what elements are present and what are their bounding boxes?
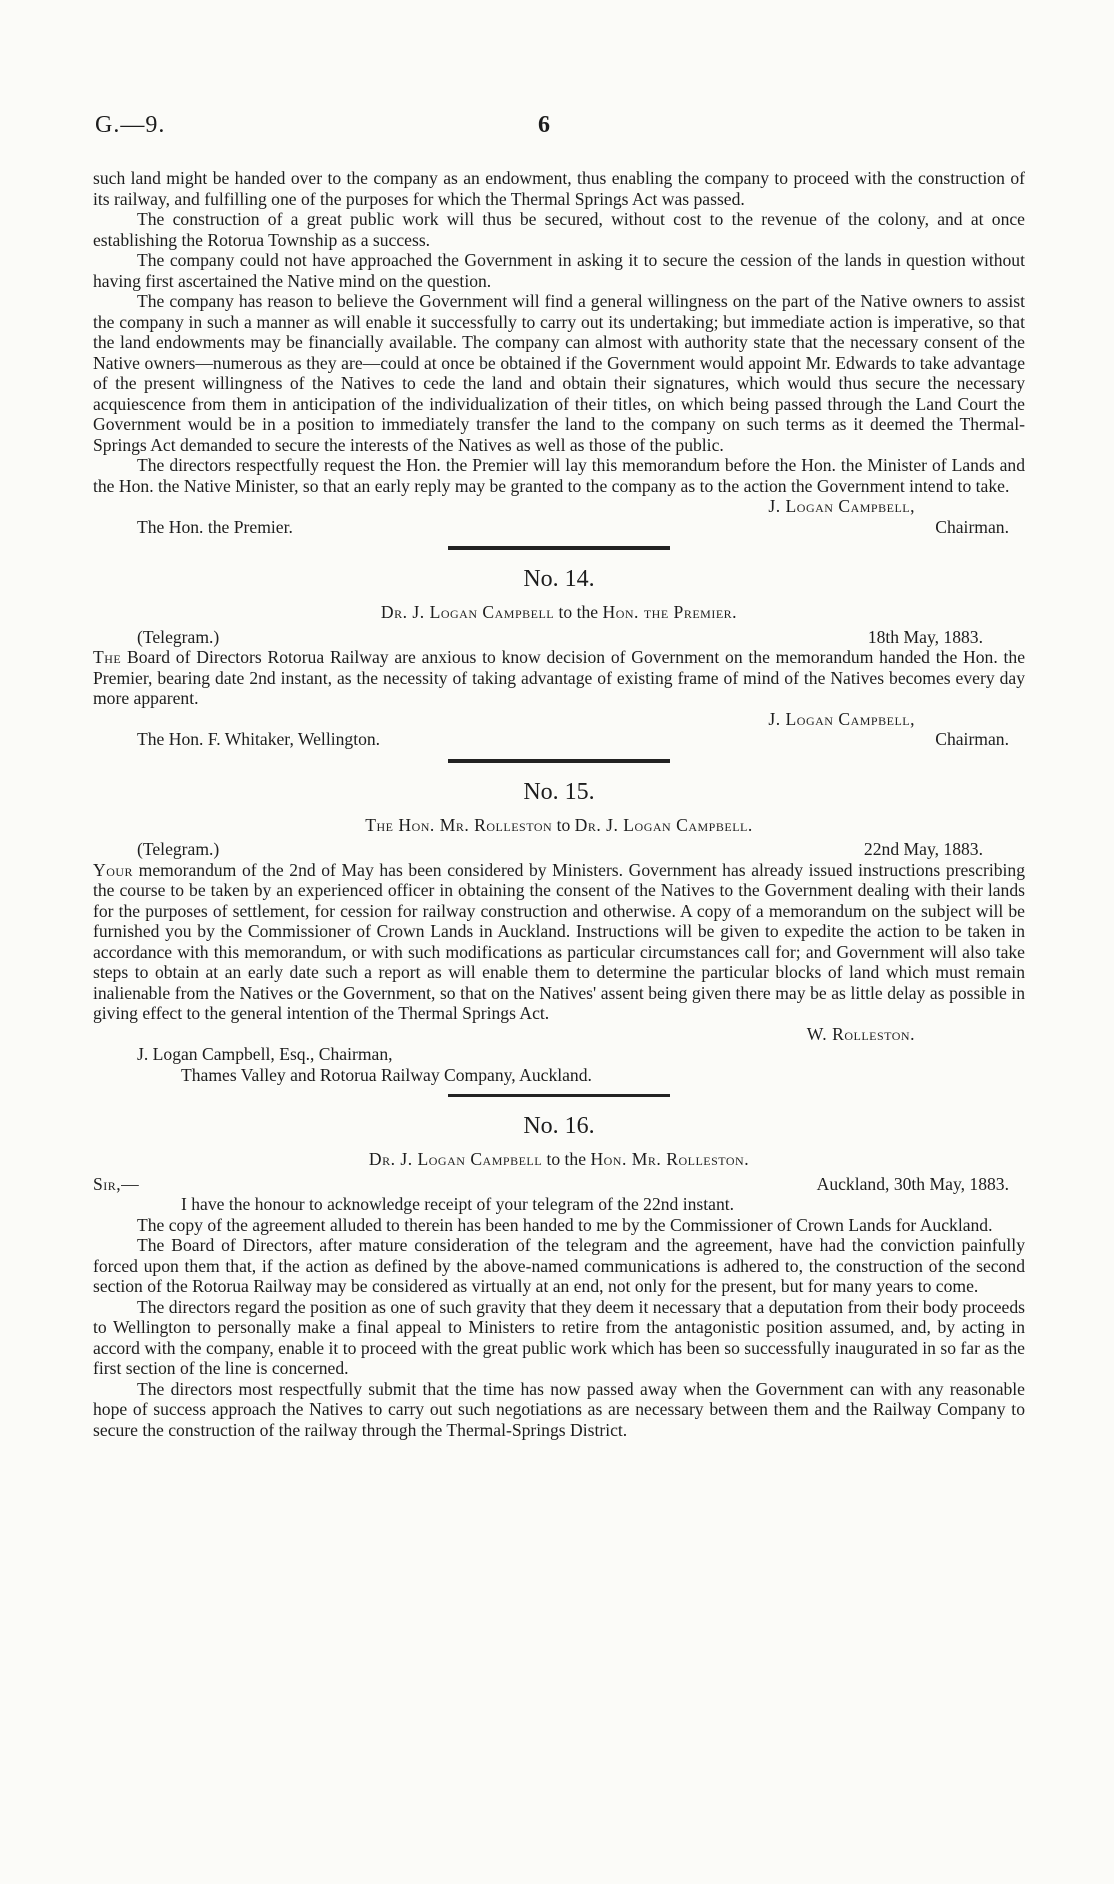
lead-word: The [93, 647, 122, 667]
signature: W. Rolleston. [806, 1023, 915, 1044]
letter-subheading [93, 815, 1025, 836]
paragraph: The directors regard the position as one of such gravity that they deem it necessary that a deputation from their body proceeds to Wellington to personally make a final appeal to Ministers to retire from the antagonistic position assumed, and, by acting in accord with the company, enable it to proceed with the great public work which has been so successfully inaugurated in so far as the first section of the line is concerned. [93, 1296, 1025, 1378]
signatory-title: Chairman. [935, 516, 1009, 537]
letter-no-14 [93, 564, 1025, 750]
memorandum-continuation [93, 168, 1025, 537]
letter-place-date: Auckland, 30th May, 1883. [816, 1173, 1009, 1194]
paragraph: The directors most respectfully submit that the time has now passed away when the Government can with any reasonable hope of success approach the Natives to carry out such negotiations as are necessary between them and the Railway Company to secure the construction of the railway through the Thermal-Springs District. [93, 1378, 1025, 1440]
addressee-row [93, 517, 1025, 538]
recipient: Hon. the Premier. [602, 602, 738, 622]
letter-date: 18th May, 1883. [867, 626, 983, 647]
page-number: 6 [538, 112, 550, 138]
sender: Dr. J. Logan Campbell [380, 602, 555, 622]
telegram-label: (Telegram.) [137, 839, 220, 859]
document-body [93, 168, 1025, 1440]
signatory-title: Chairman. [935, 729, 1009, 749]
paragraph-text: memorandum of the 2nd of May has been considered by Ministers. Government has already issued instructions prescribing the course to be taken by an experienced officer in obtaining the consent of the Natives to the Government dealing with their lands for the purposes of settlement, for cession for railway construction and otherwise. A copy of a memorandum on the subject will be furnished you by the Commissioner of Crown Lands in Auckland. Instructions will be given to expedite the action to be taken in accordance with this memorandum, or with such modifications as particular circumstances call for; and Government will also take steps to obtain at an early date such a report as will enable them to determine the particular blocks of land which must remain inalienable from the Natives or the Government, so that on the Natives' assent being given there may be as little delay as possible in giving effect to the general intention of the Thermal Springs Act. [93, 859, 1025, 1023]
letter-no-16 [93, 1111, 1025, 1440]
addressee: The Hon. F. Whitaker, Wellington. [137, 729, 381, 749]
paragraph-text: Board of Directors Rotorua Railway are anxious to know decision of Government on the memorandum handed the Hon. the Premier, bearing date 2nd instant, as the necessity of taking advantage of existing frame of mind of the Natives becomes every day more apparent. [93, 647, 1025, 708]
section-divider [448, 1094, 670, 1097]
signature: J. Logan Campbell, [768, 496, 915, 516]
salutation: Sir,— [93, 1173, 140, 1194]
addressee: J. Logan Campbell, Esq., Chairman, [137, 1044, 393, 1064]
telegram-meta [93, 839, 1025, 860]
paragraph: The company could not have approached the Government in asking it to secure the cession of the lands in question without having first ascertained the Native mind on the question. [93, 250, 1025, 291]
lead-word: Your [93, 859, 134, 880]
signature: J. Logan Campbell, [768, 708, 915, 729]
recipient: Dr. J. Logan Campbell. [574, 814, 753, 835]
paragraph: The directors respectfully request the Hon. the Premier will lay this memorandum before the Hon. the Minister of Lands and the Hon. the Native Minister, so that an early reply may be granted to the company as to the action the Government intend to take. [93, 455, 1025, 496]
letter-date: 22nd May, 1883. [863, 839, 983, 859]
section-divider [448, 546, 670, 550]
section-divider [448, 759, 670, 763]
letter-number: No. 15. [523, 778, 595, 805]
letter-number: No. 14. [523, 566, 595, 592]
subheading-connector: to [552, 814, 575, 835]
paragraph: The company has reason to believe the Government will find a general willingness on the part of the Native owners to assist the company in such a manner as will enable it successfully to carry out its undertaking; but immediate action is imperative, so that the land endowments may be financially available. The company can almost with authority state that the necessary consent of the Native owners—numerous as they are—could at once be obtained if the Government would appoint Mr. Edwards to take advantage of the present willingness of the Natives to cede the land and obtain their signatures, which would thus secure the necessary acquiescence from them in anticipation of the individualization of their titles, on which being passed through the Land Court the Government would be in a position to immediately transfer the land to the company on such terms as it deemed the Thermal-Springs Act demanded to secure the interests of the Natives as well as those of the public. [93, 291, 1025, 455]
paragraph [93, 647, 1025, 709]
salutation-row [93, 1174, 1025, 1195]
letter-number: No. 16. [523, 1113, 595, 1139]
recipient: Hon. Mr. Rolleston. [590, 1149, 750, 1169]
paragraph: The Board of Directors, after mature consideration of the telegram and the agreement, have had the conviction painfully forced upon them that, if the action as defined by the above-named communications is adhered to, the construction of the second section of the Rotorua Railway may be considered as virtually at an end, not only for the present, but for many years to come. [93, 1235, 1025, 1296]
addressee: The Hon. the Premier. [137, 516, 293, 537]
paragraph: The copy of the agreement alluded to therein has been handed to me by the Commissioner of Crown Lands for Auckland. [137, 1214, 993, 1235]
subheading-connector: to the [542, 1149, 591, 1169]
letter-no-15 [93, 777, 1025, 1086]
subheading-connector: to the [554, 602, 603, 622]
paragraph: The construction of a great public work will thus be secured, without cost to the revenue of the colony, and at once establishing the Rotorua Township as a success. [93, 209, 1025, 250]
telegram-label: (Telegram.) [137, 626, 220, 647]
paragraph [93, 860, 1025, 1024]
letter-subheading [93, 602, 1025, 623]
paragraph: such land might be handed over to the company as an endowment, thus enabling the company to proceed with the construction of its railway, and fulfilling one of the purposes for which the Thermal Springs Act was passed. [93, 168, 1025, 209]
document-reference: G.—9. [95, 112, 166, 138]
sender: Dr. J. Logan Campbell [368, 1149, 543, 1169]
letter-subheading [93, 1149, 1025, 1170]
addressee-line-2: Thames Valley and Rotorua Railway Company, Auckland. [181, 1064, 592, 1085]
addressee-row [93, 729, 1025, 750]
telegram-meta [93, 627, 1025, 648]
paragraph: I have the honour to acknowledge receipt of your telegram of the 22nd instant. [181, 1194, 735, 1214]
sender: The Hon. Mr. Rolleston [365, 814, 553, 835]
